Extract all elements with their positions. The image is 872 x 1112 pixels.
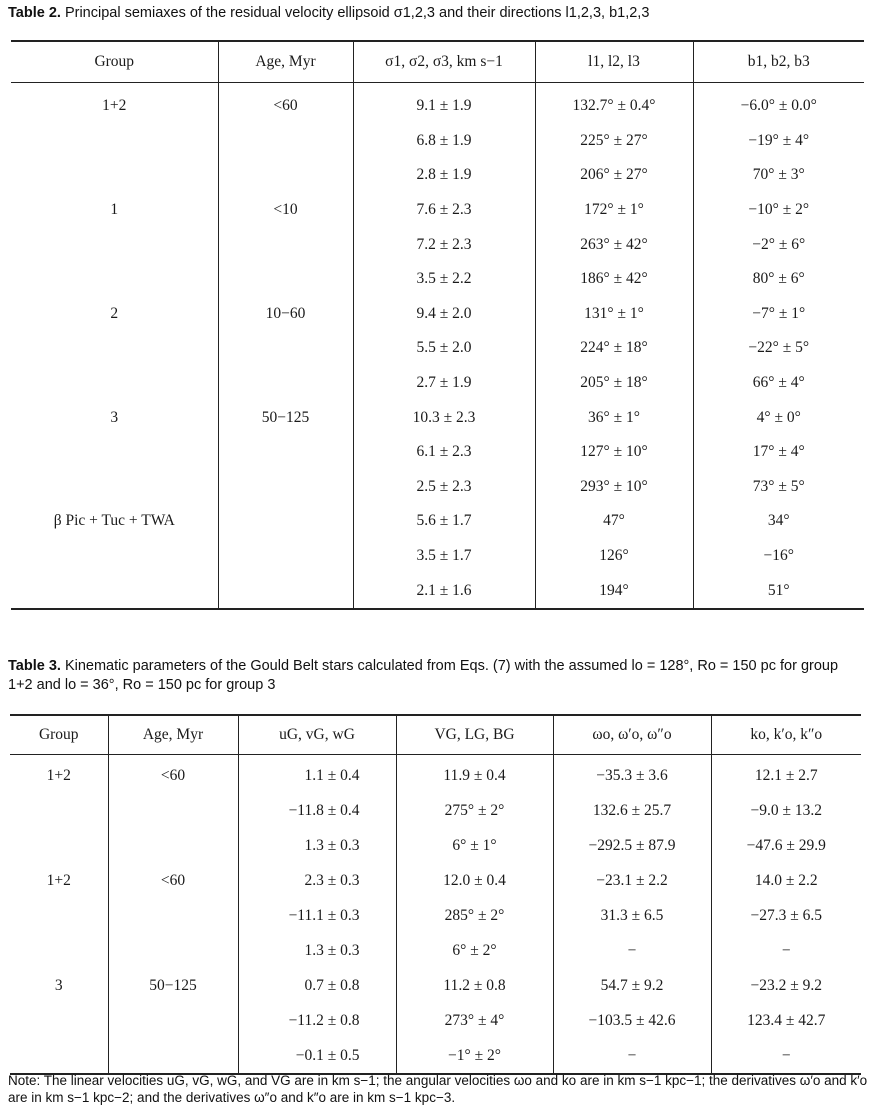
table3-cell: 273° ± 4° [396, 1003, 553, 1038]
table2-row [11, 227, 864, 262]
table2-cell [11, 435, 218, 470]
table2-cell: 263° ± 42° [535, 227, 693, 262]
table3-cell: −11.1 ± 0.3 [238, 899, 396, 934]
table2-cell: 127° ± 10° [535, 435, 693, 470]
table3-cell: 1.1 ± 0.4 [238, 755, 396, 794]
table2-cell: 17° ± 4° [693, 435, 864, 470]
table2-cell [218, 124, 353, 159]
table2-cell [218, 331, 353, 366]
table2-cell: 73° ± 5° [693, 470, 864, 505]
table3-cell: 1.3 ± 0.3 [238, 829, 396, 864]
table2-cell [11, 539, 218, 574]
table2-cell: 132.7° ± 0.4° [535, 83, 693, 124]
table3-row [10, 899, 861, 934]
table2-cell [218, 158, 353, 193]
table3-cell: 1.3 ± 0.3 [238, 933, 396, 968]
table2-cell [11, 124, 218, 159]
table3-cell [108, 933, 238, 968]
table3-cell: 11.9 ± 0.4 [396, 755, 553, 794]
table3-cell: <60 [108, 864, 238, 899]
table2-cell: −2° ± 6° [693, 227, 864, 262]
table3-row [10, 794, 861, 829]
table2-cell: 224° ± 18° [535, 331, 693, 366]
table2-header-row [11, 41, 864, 83]
table3-row [10, 1003, 861, 1038]
table2-cell: <10 [218, 193, 353, 228]
table3-cell [108, 794, 238, 829]
table3-cell: <60 [108, 755, 238, 794]
table3-cell: 11.2 ± 0.8 [396, 968, 553, 1003]
table2-cell: 225° ± 27° [535, 124, 693, 159]
table2-cell: 66° ± 4° [693, 366, 864, 401]
table3-cell: − [711, 933, 861, 968]
table3-cell: 285° ± 2° [396, 899, 553, 934]
table3-cell [10, 1003, 108, 1038]
table2-cell [218, 262, 353, 297]
table3-header-row [10, 715, 861, 755]
table2-cell: 2.1 ± 1.6 [353, 573, 535, 609]
table2-cell [11, 573, 218, 609]
table2-cell [11, 331, 218, 366]
table2-label: Table 2. [8, 5, 61, 21]
table2-cell: −7° ± 1° [693, 297, 864, 332]
table3-caption [8, 657, 866, 695]
table2-cell: 3.5 ± 1.7 [353, 539, 535, 574]
table2-cell: 2.5 ± 2.3 [353, 470, 535, 505]
table3-cell: 6° ± 2° [396, 933, 553, 968]
table2-cell: −6.0° ± 0.0° [693, 83, 864, 124]
table2-cell: 34° [693, 504, 864, 539]
table2-cell [11, 158, 218, 193]
table3-cell: − [553, 1038, 711, 1074]
table3-cell: −292.5 ± 87.9 [553, 829, 711, 864]
table2-row [11, 400, 864, 435]
table2-cell: 206° ± 27° [535, 158, 693, 193]
table2-cell: 10−60 [218, 297, 353, 332]
table2-cell: 47° [535, 504, 693, 539]
table2-caption [8, 4, 866, 23]
table3-note: Note: The linear velocities uG, vG, wG, and VG are in km s−1; the angular velocities ωo and ko are in km s−1 kpc−1; the derivatives ω′o and k′o are in km s−1 kpc−2; and the derivatives ω″o and k″o are in km s−1 kpc−3. [8, 1073, 868, 1105]
table3-cell: 0.7 ± 0.8 [238, 968, 396, 1003]
table3-label: Table 3. [8, 658, 61, 674]
table3-body [10, 755, 861, 1075]
table3-cell [10, 1038, 108, 1074]
table2-cell [218, 573, 353, 609]
table3-cell: 50−125 [108, 968, 238, 1003]
table3-row [10, 864, 861, 899]
table3-cell: −11.2 ± 0.8 [238, 1003, 396, 1038]
table2-cell: 205° ± 18° [535, 366, 693, 401]
table3-cell [10, 933, 108, 968]
table2-row [11, 573, 864, 609]
table3-cell [108, 1038, 238, 1074]
table2-cell: 2.8 ± 1.9 [353, 158, 535, 193]
table2-row [11, 470, 864, 505]
table3-cell: 14.0 ± 2.2 [711, 864, 861, 899]
table2-row [11, 366, 864, 401]
table2-cell: 126° [535, 539, 693, 574]
table3-row [10, 1038, 861, 1074]
table3-cell: −23.2 ± 9.2 [711, 968, 861, 1003]
table3-cell: 123.4 ± 42.7 [711, 1003, 861, 1038]
table2-header-cell: Age, Myr [218, 41, 353, 83]
table3-cell: 275° ± 2° [396, 794, 553, 829]
table2-cell: 2.7 ± 1.9 [353, 366, 535, 401]
table2-cell: 5.5 ± 2.0 [353, 331, 535, 366]
table2-cell: 36° ± 1° [535, 400, 693, 435]
table2-header-cell: σ1, σ2, σ3, km s−1 [353, 41, 535, 83]
table3-cell: −103.5 ± 42.6 [553, 1003, 711, 1038]
table2-cell: 10.3 ± 2.3 [353, 400, 535, 435]
table3-cell [10, 794, 108, 829]
table2-cell: 4° ± 0° [693, 400, 864, 435]
table2-cell: 9.4 ± 2.0 [353, 297, 535, 332]
table2-cell: 186° ± 42° [535, 262, 693, 297]
table2-cell: 51° [693, 573, 864, 609]
table3-cell: 132.6 ± 25.7 [553, 794, 711, 829]
table3-cell: −35.3 ± 3.6 [553, 755, 711, 794]
table2-cell: <60 [218, 83, 353, 124]
table2-cell: 7.6 ± 2.3 [353, 193, 535, 228]
table2-cell: 194° [535, 573, 693, 609]
table3-cell: 12.1 ± 2.7 [711, 755, 861, 794]
table2-cell [11, 366, 218, 401]
table2-row [11, 158, 864, 193]
table3-cell: −27.3 ± 6.5 [711, 899, 861, 934]
table3-header-cell: Group [10, 715, 108, 755]
table3-row [10, 755, 861, 794]
table3-cell: −1° ± 2° [396, 1038, 553, 1074]
table3 [10, 714, 861, 1075]
table2-cell [218, 470, 353, 505]
table2-cell: −19° ± 4° [693, 124, 864, 159]
table3-cell: 1+2 [46, 767, 71, 785]
table2-cell: 70° ± 3° [693, 158, 864, 193]
table2-cell: 80° ± 6° [693, 262, 864, 297]
table3-cell: −9.0 ± 13.2 [711, 794, 861, 829]
table2-header-cell: b1, b2, b3 [693, 41, 864, 83]
table2-cell [218, 366, 353, 401]
table3-cell [108, 829, 238, 864]
table2-row [11, 297, 864, 332]
table2-cell: 2 [110, 304, 119, 322]
table3-header-cell: VG, LG, BG [396, 715, 553, 755]
table3-cell: −0.1 ± 0.5 [238, 1038, 396, 1074]
table3-header-cell: ωo, ω′o, ω″o [553, 715, 711, 755]
table2 [11, 40, 864, 610]
table3-cell: 2.3 ± 0.3 [238, 864, 396, 899]
table2-cell: 5.6 ± 1.7 [353, 504, 535, 539]
table3-caption-text: Kinematic parameters of the Gould Belt stars calculated from Eqs. (7) with the assumed lo = 128°, Ro = 150 pc for group 1+2 and lo = 36°, Ro = 150 pc for group 3 [8, 658, 839, 693]
table2-cell [11, 470, 218, 505]
table2-cell: −22° ± 5° [693, 331, 864, 366]
table2-cell [11, 262, 218, 297]
table2-cell [218, 504, 353, 539]
table2-cell: 6.8 ± 1.9 [353, 124, 535, 159]
table2-cell: 1+2 [102, 97, 127, 115]
table3-cell: 3 [54, 976, 63, 994]
table2-cell: 50−125 [218, 400, 353, 435]
table3-cell [10, 899, 108, 934]
table2-cell [11, 227, 218, 262]
table2-row [11, 435, 864, 470]
table2-cell: 172° ± 1° [535, 193, 693, 228]
table3-cell: −11.8 ± 0.4 [238, 794, 396, 829]
table2-header-cell: l1, l2, l3 [535, 41, 693, 83]
table2-row [11, 83, 864, 124]
table2-row [11, 331, 864, 366]
table3-header-cell: uG, vG, wG [238, 715, 396, 755]
table2-row [11, 193, 864, 228]
table3-cell [10, 829, 108, 864]
table2-cell: 7.2 ± 2.3 [353, 227, 535, 262]
table2-cell: 3 [110, 408, 119, 426]
table2-cell: 9.1 ± 1.9 [353, 83, 535, 124]
table3-cell: 54.7 ± 9.2 [553, 968, 711, 1003]
table3-header-cell: Age, Myr [108, 715, 238, 755]
table2-caption-text: Principal semiaxes of the residual velocity ellipsoid σ1,2,3 and their directions l1,2,3, b1,2,3 [64, 5, 650, 21]
table2-cell: 131° ± 1° [535, 297, 693, 332]
table2-body [11, 83, 864, 609]
table3-cell: −47.6 ± 29.9 [711, 829, 861, 864]
table3-cell: − [711, 1038, 861, 1074]
table3-cell: 6° ± 1° [396, 829, 553, 864]
table2-row [11, 262, 864, 297]
table3-cell [108, 899, 238, 934]
table2-cell [218, 435, 353, 470]
table2-cell [218, 539, 353, 574]
table2-cell: 6.1 ± 2.3 [353, 435, 535, 470]
table3-cell: 31.3 ± 6.5 [553, 899, 711, 934]
table2-cell: 3.5 ± 2.2 [353, 262, 535, 297]
table2-cell: 293° ± 10° [535, 470, 693, 505]
table2-row [11, 504, 864, 539]
table3-row [10, 933, 861, 968]
table3-header-cell: ko, k′o, k″o [711, 715, 861, 755]
table3-row [10, 829, 861, 864]
table2-cell: β Pic + Tuc + TWA [53, 512, 175, 530]
table3-cell: 1+2 [46, 872, 71, 890]
table2-row [11, 124, 864, 159]
table3-cell: − [553, 933, 711, 968]
table2-cell: 1 [110, 201, 119, 219]
table3-row [10, 968, 861, 1003]
table3-cell: 12.0 ± 0.4 [396, 864, 553, 899]
table2-cell: −10° ± 2° [693, 193, 864, 228]
table2-row [11, 539, 864, 574]
table3-cell [108, 1003, 238, 1038]
table3-cell: −23.1 ± 2.2 [553, 864, 711, 899]
table2-cell: −16° [693, 539, 864, 574]
table2-cell [218, 227, 353, 262]
table2-header-cell: Group [11, 41, 218, 83]
